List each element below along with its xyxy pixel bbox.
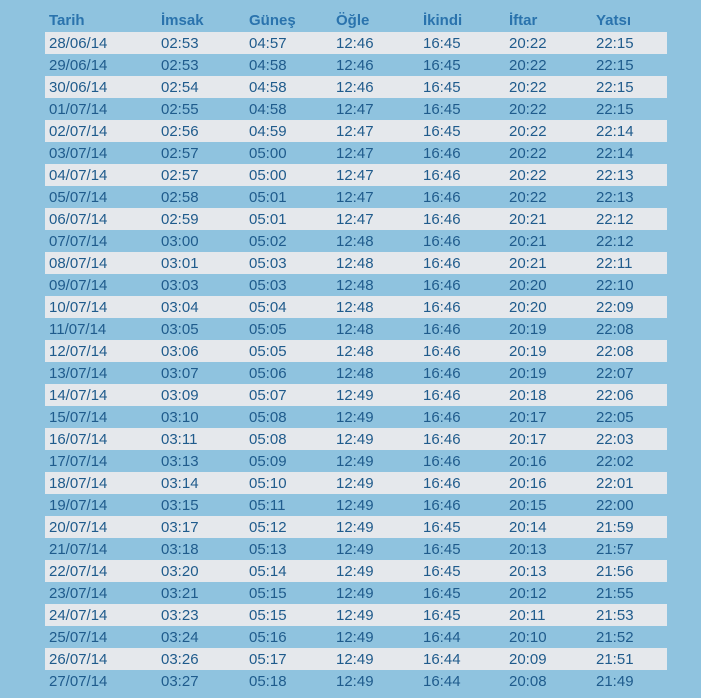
cell-gunes: 05:03 xyxy=(249,276,287,294)
table-row xyxy=(45,560,667,582)
cell-ogle: 12:49 xyxy=(336,606,374,624)
cell-iftar: 20:22 xyxy=(509,78,547,96)
cell-date: 16/07/14 xyxy=(49,430,108,448)
cell-iftar: 20:22 xyxy=(509,122,547,140)
header-yatsi: Yatsı xyxy=(596,12,632,29)
cell-iftar: 20:22 xyxy=(509,144,547,162)
cell-iftar: 20:10 xyxy=(509,628,547,646)
cell-ogle: 12:48 xyxy=(336,276,374,294)
header-tarih: Tarih xyxy=(49,12,85,29)
cell-imsak: 03:20 xyxy=(161,562,199,580)
cell-gunes: 05:12 xyxy=(249,518,287,536)
cell-ogle: 12:49 xyxy=(336,518,374,536)
cell-yatsi: 21:59 xyxy=(596,518,634,536)
cell-ikindi: 16:46 xyxy=(423,232,461,250)
cell-ogle: 12:46 xyxy=(336,34,374,52)
table-row xyxy=(45,32,667,54)
cell-ogle: 12:47 xyxy=(336,144,374,162)
cell-iftar: 20:20 xyxy=(509,298,547,316)
cell-imsak: 03:26 xyxy=(161,650,199,668)
cell-yatsi: 22:15 xyxy=(596,78,634,96)
cell-imsak: 02:55 xyxy=(161,100,199,118)
cell-ikindi: 16:46 xyxy=(423,320,461,338)
cell-iftar: 20:13 xyxy=(509,540,547,558)
table-row xyxy=(45,340,667,362)
cell-ikindi: 16:45 xyxy=(423,122,461,140)
cell-date: 29/06/14 xyxy=(49,56,108,74)
cell-ikindi: 16:46 xyxy=(423,144,461,162)
header-iftar: İftar xyxy=(509,12,538,29)
cell-iftar: 20:19 xyxy=(509,320,547,338)
cell-ogle: 12:48 xyxy=(336,254,374,272)
cell-imsak: 03:23 xyxy=(161,606,199,624)
cell-date: 21/07/14 xyxy=(49,540,108,558)
cell-imsak: 03:11 xyxy=(161,430,198,448)
table-row xyxy=(45,538,667,560)
cell-iftar: 20:22 xyxy=(509,188,547,206)
table-row xyxy=(45,164,667,186)
cell-ogle: 12:49 xyxy=(336,562,374,580)
cell-imsak: 02:57 xyxy=(161,144,199,162)
cell-ikindi: 16:46 xyxy=(423,474,461,492)
cell-imsak: 02:53 xyxy=(161,34,199,52)
cell-imsak: 02:59 xyxy=(161,210,199,228)
table-row xyxy=(45,626,667,648)
cell-date: 07/07/14 xyxy=(49,232,108,250)
cell-imsak: 03:27 xyxy=(161,672,199,690)
table-row xyxy=(45,274,667,296)
cell-yatsi: 22:02 xyxy=(596,452,634,470)
cell-imsak: 03:09 xyxy=(161,386,199,404)
cell-ikindi: 16:46 xyxy=(423,276,461,294)
cell-iftar: 20:14 xyxy=(509,518,547,536)
table-row xyxy=(45,472,667,494)
cell-iftar: 20:13 xyxy=(509,562,547,580)
cell-yatsi: 21:49 xyxy=(596,672,634,690)
cell-date: 04/07/14 xyxy=(49,166,108,184)
cell-iftar: 20:19 xyxy=(509,342,547,360)
cell-gunes: 05:01 xyxy=(249,188,287,206)
cell-gunes: 05:15 xyxy=(249,606,287,624)
cell-yatsi: 22:14 xyxy=(596,122,634,140)
cell-imsak: 03:01 xyxy=(161,254,199,272)
cell-ogle: 12:47 xyxy=(336,100,374,118)
cell-ogle: 12:48 xyxy=(336,232,374,250)
cell-date: 19/07/14 xyxy=(49,496,108,514)
cell-iftar: 20:11 xyxy=(509,606,546,624)
cell-yatsi: 22:05 xyxy=(596,408,634,426)
cell-yatsi: 21:57 xyxy=(596,540,634,558)
cell-imsak: 03:04 xyxy=(161,298,199,316)
cell-gunes: 05:15 xyxy=(249,584,287,602)
cell-ogle: 12:49 xyxy=(336,408,374,426)
table-body xyxy=(45,32,667,692)
cell-gunes: 05:09 xyxy=(249,452,287,470)
cell-date: 12/07/14 xyxy=(49,342,108,360)
cell-ikindi: 16:45 xyxy=(423,606,461,624)
cell-imsak: 03:05 xyxy=(161,320,199,338)
table-row xyxy=(45,384,667,406)
cell-date: 13/07/14 xyxy=(49,364,108,382)
cell-gunes: 05:03 xyxy=(249,254,287,272)
cell-gunes: 05:05 xyxy=(249,320,287,338)
cell-gunes: 05:08 xyxy=(249,430,287,448)
cell-imsak: 03:06 xyxy=(161,342,199,360)
cell-imsak: 02:54 xyxy=(161,78,199,96)
cell-ogle: 12:46 xyxy=(336,78,374,96)
cell-date: 11/07/14 xyxy=(49,320,107,338)
cell-imsak: 03:15 xyxy=(161,496,199,514)
cell-iftar: 20:21 xyxy=(509,210,547,228)
cell-ikindi: 16:46 xyxy=(423,254,461,272)
cell-imsak: 03:03 xyxy=(161,276,199,294)
table-row xyxy=(45,208,667,230)
cell-imsak: 02:53 xyxy=(161,56,199,74)
cell-iftar: 20:17 xyxy=(509,430,547,448)
cell-ogle: 12:46 xyxy=(336,56,374,74)
cell-yatsi: 21:56 xyxy=(596,562,634,580)
cell-gunes: 04:59 xyxy=(249,122,287,140)
cell-ikindi: 16:46 xyxy=(423,364,461,382)
cell-imsak: 03:18 xyxy=(161,540,199,558)
table-row xyxy=(45,230,667,252)
cell-ikindi: 16:45 xyxy=(423,562,461,580)
cell-iftar: 20:22 xyxy=(509,34,547,52)
cell-iftar: 20:09 xyxy=(509,650,547,668)
table-row xyxy=(45,186,667,208)
header-ikindi: İkindi xyxy=(423,12,463,29)
cell-date: 17/07/14 xyxy=(49,452,108,470)
table-row xyxy=(45,670,667,692)
cell-ikindi: 16:46 xyxy=(423,166,461,184)
cell-iftar: 20:12 xyxy=(509,584,547,602)
cell-date: 25/07/14 xyxy=(49,628,108,646)
cell-iftar: 20:08 xyxy=(509,672,547,690)
cell-gunes: 04:57 xyxy=(249,34,287,52)
table-row xyxy=(45,120,667,142)
cell-gunes: 05:06 xyxy=(249,364,287,382)
cell-ikindi: 16:45 xyxy=(423,56,461,74)
table-row xyxy=(45,582,667,604)
cell-date: 09/07/14 xyxy=(49,276,108,294)
cell-date: 06/07/14 xyxy=(49,210,108,228)
cell-imsak: 03:07 xyxy=(161,364,199,382)
cell-yatsi: 22:13 xyxy=(596,188,634,206)
cell-gunes: 05:14 xyxy=(249,562,287,580)
cell-iftar: 20:22 xyxy=(509,100,547,118)
cell-ogle: 12:47 xyxy=(336,210,374,228)
cell-imsak: 03:24 xyxy=(161,628,199,646)
cell-gunes: 05:00 xyxy=(249,144,287,162)
cell-imsak: 03:13 xyxy=(161,452,199,470)
cell-ikindi: 16:44 xyxy=(423,628,461,646)
cell-iftar: 20:15 xyxy=(509,496,547,514)
cell-yatsi: 22:01 xyxy=(596,474,634,492)
cell-yatsi: 22:08 xyxy=(596,342,634,360)
cell-ogle: 12:49 xyxy=(336,452,374,470)
cell-gunes: 04:58 xyxy=(249,78,287,96)
cell-ogle: 12:48 xyxy=(336,320,374,338)
cell-ikindi: 16:45 xyxy=(423,78,461,96)
cell-iftar: 20:19 xyxy=(509,364,547,382)
cell-yatsi: 22:15 xyxy=(596,56,634,74)
cell-yatsi: 21:51 xyxy=(596,650,634,668)
table-row xyxy=(45,142,667,164)
prayer-times-table xyxy=(45,9,667,692)
cell-ogle: 12:47 xyxy=(336,166,374,184)
cell-ikindi: 16:45 xyxy=(423,540,461,558)
cell-ikindi: 16:46 xyxy=(423,452,461,470)
cell-yatsi: 22:08 xyxy=(596,320,634,338)
cell-date: 14/07/14 xyxy=(49,386,108,404)
cell-yatsi: 22:03 xyxy=(596,430,634,448)
cell-yatsi: 22:10 xyxy=(596,276,634,294)
cell-yatsi: 22:09 xyxy=(596,298,634,316)
table-row xyxy=(45,428,667,450)
cell-imsak: 02:56 xyxy=(161,122,199,140)
cell-ikindi: 16:46 xyxy=(423,430,461,448)
cell-date: 24/07/14 xyxy=(49,606,108,624)
cell-yatsi: 22:07 xyxy=(596,364,634,382)
cell-gunes: 05:07 xyxy=(249,386,287,404)
cell-ogle: 12:48 xyxy=(336,298,374,316)
table-row xyxy=(45,76,667,98)
cell-yatsi: 21:53 xyxy=(596,606,634,624)
table-row xyxy=(45,296,667,318)
cell-yatsi: 22:00 xyxy=(596,496,634,514)
cell-ogle: 12:49 xyxy=(336,628,374,646)
cell-date: 05/07/14 xyxy=(49,188,108,206)
cell-gunes: 05:16 xyxy=(249,628,287,646)
cell-imsak: 03:00 xyxy=(161,232,199,250)
cell-gunes: 05:05 xyxy=(249,342,287,360)
cell-yatsi: 22:12 xyxy=(596,232,634,250)
cell-gunes: 05:17 xyxy=(249,650,287,668)
cell-yatsi: 22:14 xyxy=(596,144,634,162)
cell-gunes: 05:08 xyxy=(249,408,287,426)
cell-date: 27/07/14 xyxy=(49,672,108,690)
cell-ogle: 12:49 xyxy=(336,650,374,668)
cell-date: 10/07/14 xyxy=(49,298,108,316)
cell-date: 15/07/14 xyxy=(49,408,108,426)
cell-gunes: 05:00 xyxy=(249,166,287,184)
cell-imsak: 03:17 xyxy=(161,518,199,536)
cell-gunes: 05:10 xyxy=(249,474,287,492)
cell-iftar: 20:17 xyxy=(509,408,547,426)
cell-iftar: 20:22 xyxy=(509,166,547,184)
table-row xyxy=(45,648,667,670)
cell-ikindi: 16:46 xyxy=(423,298,461,316)
table-row xyxy=(45,450,667,472)
header-imsak: İmsak xyxy=(161,12,204,29)
cell-iftar: 20:16 xyxy=(509,474,547,492)
table-row xyxy=(45,252,667,274)
cell-gunes: 05:04 xyxy=(249,298,287,316)
cell-gunes: 05:11 xyxy=(249,496,286,514)
cell-date: 26/07/14 xyxy=(49,650,108,668)
cell-ogle: 12:49 xyxy=(336,430,374,448)
cell-imsak: 02:58 xyxy=(161,188,199,206)
cell-iftar: 20:21 xyxy=(509,232,547,250)
cell-gunes: 05:18 xyxy=(249,672,287,690)
cell-gunes: 04:58 xyxy=(249,100,287,118)
cell-imsak: 02:57 xyxy=(161,166,199,184)
cell-ogle: 12:49 xyxy=(336,474,374,492)
header-ogle: Öğle xyxy=(336,12,370,29)
cell-date: 23/07/14 xyxy=(49,584,108,602)
cell-yatsi: 21:55 xyxy=(596,584,634,602)
cell-imsak: 03:10 xyxy=(161,408,199,426)
cell-ogle: 12:49 xyxy=(336,584,374,602)
cell-ikindi: 16:45 xyxy=(423,34,461,52)
cell-date: 30/06/14 xyxy=(49,78,108,96)
header-gunes: Güneş xyxy=(249,12,296,29)
cell-date: 28/06/14 xyxy=(49,34,108,52)
cell-ogle: 12:48 xyxy=(336,342,374,360)
cell-imsak: 03:21 xyxy=(161,584,199,602)
cell-ikindi: 16:46 xyxy=(423,342,461,360)
cell-ikindi: 16:46 xyxy=(423,496,461,514)
cell-date: 18/07/14 xyxy=(49,474,108,492)
cell-ikindi: 16:46 xyxy=(423,408,461,426)
table-row xyxy=(45,516,667,538)
table-row xyxy=(45,98,667,120)
cell-iftar: 20:18 xyxy=(509,386,547,404)
cell-yatsi: 22:15 xyxy=(596,100,634,118)
cell-ogle: 12:48 xyxy=(336,364,374,382)
cell-date: 08/07/14 xyxy=(49,254,108,272)
table-row xyxy=(45,406,667,428)
cell-ikindi: 16:46 xyxy=(423,188,461,206)
cell-iftar: 20:20 xyxy=(509,276,547,294)
cell-date: 20/07/14 xyxy=(49,518,108,536)
cell-ikindi: 16:44 xyxy=(423,650,461,668)
cell-ikindi: 16:45 xyxy=(423,100,461,118)
cell-yatsi: 22:13 xyxy=(596,166,634,184)
cell-yatsi: 22:15 xyxy=(596,34,634,52)
cell-iftar: 20:21 xyxy=(509,254,547,272)
cell-date: 22/07/14 xyxy=(49,562,108,580)
cell-date: 03/07/14 xyxy=(49,144,108,162)
cell-ogle: 12:49 xyxy=(336,672,374,690)
cell-date: 02/07/14 xyxy=(49,122,108,140)
cell-yatsi: 22:11 xyxy=(596,254,633,272)
table-row xyxy=(45,362,667,384)
cell-gunes: 05:02 xyxy=(249,232,287,250)
cell-ikindi: 16:44 xyxy=(423,672,461,690)
cell-ogle: 12:49 xyxy=(336,540,374,558)
table-row xyxy=(45,54,667,76)
table-row xyxy=(45,494,667,516)
table-row xyxy=(45,604,667,626)
cell-yatsi: 21:52 xyxy=(596,628,634,646)
table-header xyxy=(45,9,667,32)
cell-ogle: 12:47 xyxy=(336,188,374,206)
cell-yatsi: 22:12 xyxy=(596,210,634,228)
cell-ogle: 12:49 xyxy=(336,496,374,514)
cell-ikindi: 16:46 xyxy=(423,210,461,228)
cell-date: 01/07/14 xyxy=(49,100,108,118)
cell-iftar: 20:16 xyxy=(509,452,547,470)
cell-gunes: 05:01 xyxy=(249,210,287,228)
cell-gunes: 04:58 xyxy=(249,56,287,74)
cell-ikindi: 16:45 xyxy=(423,518,461,536)
cell-iftar: 20:22 xyxy=(509,56,547,74)
cell-ogle: 12:49 xyxy=(336,386,374,404)
cell-gunes: 05:13 xyxy=(249,540,287,558)
cell-yatsi: 22:06 xyxy=(596,386,634,404)
cell-ogle: 12:47 xyxy=(336,122,374,140)
cell-ikindi: 16:46 xyxy=(423,386,461,404)
cell-imsak: 03:14 xyxy=(161,474,199,492)
cell-ikindi: 16:45 xyxy=(423,584,461,602)
table-row xyxy=(45,318,667,340)
